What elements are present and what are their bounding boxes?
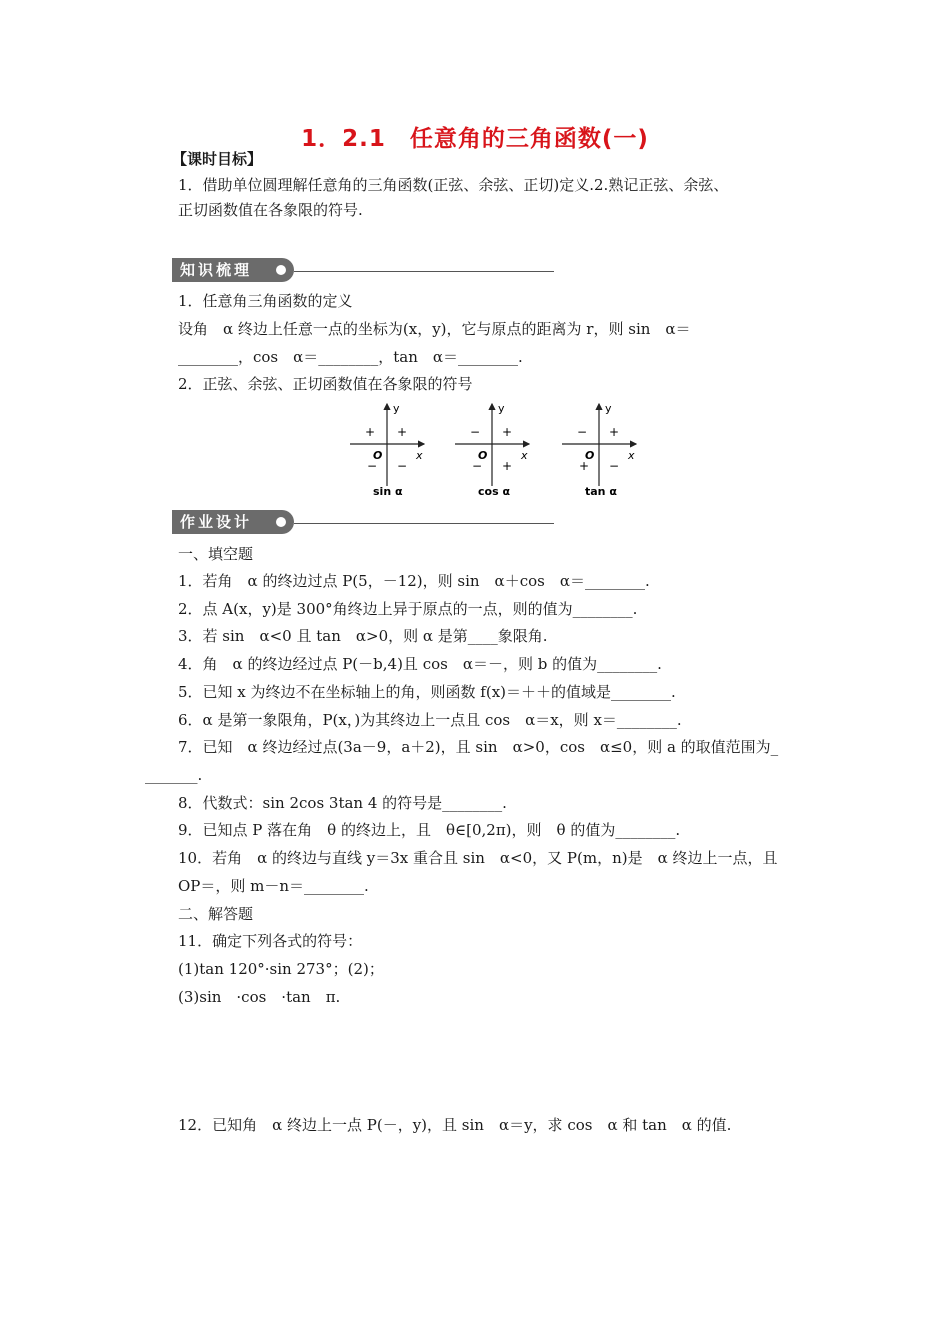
section-rule xyxy=(294,271,554,272)
tan-diagram xyxy=(562,402,636,498)
homework-line: 10．若角 α 的终边与直线 y＝3x 重合且 sin α<0，又 P(m，n)是 α 终边上一点，且 xyxy=(178,849,778,867)
x-axis-label: x xyxy=(628,449,635,462)
knowledge-line-3: ________，cos α＝________，tan α＝________. xyxy=(178,348,523,366)
origin-label: O xyxy=(373,449,383,462)
objective-line-2: 正切函数值在各象限的符号. xyxy=(178,201,363,219)
homework-line: 4．角 α 的终边经过点 P(－b,4)且 cos α＝－，则 b 的值为________. xyxy=(178,655,662,673)
q4-sign: − xyxy=(609,459,620,473)
knowledge-line-1: 1．任意角三角函数的定义 xyxy=(178,292,353,310)
section-rule xyxy=(294,523,554,524)
homework-line: (3)sin ·cos ·tan π. xyxy=(178,988,341,1006)
q3-sign: − xyxy=(367,459,378,473)
homework-line: 2．点 A(x，y)是 300°角终边上异于原点的一点，则的值为________. xyxy=(178,600,638,618)
q3-sign: + xyxy=(579,459,590,473)
objective-label: 【课时目标】 xyxy=(172,150,263,168)
homework-line: 11．确定下列各式的符号： xyxy=(178,932,363,950)
q1-sign: + xyxy=(609,425,620,439)
homework-line: 3．若 sin α<0 且 tan α>0，则 α 是第____象限角. xyxy=(178,627,548,645)
bullet-dot-icon xyxy=(276,517,286,527)
section-title-knowledge: 知识梳理 xyxy=(172,258,294,282)
x-axis-label: x xyxy=(416,449,423,462)
cos-diagram xyxy=(455,402,529,498)
q2-sign: + xyxy=(365,425,376,439)
q1-sign: + xyxy=(397,425,408,439)
q2-sign: − xyxy=(470,425,481,439)
diagram-caption: sin α xyxy=(373,485,403,498)
diagram-caption: tan α xyxy=(585,485,617,498)
question-12: 12．已知角 α 终边上一点 P(－，y)，且 sin α＝y，求 cos α 和 tan α 的值. xyxy=(178,1116,732,1134)
diagram-caption: cos α xyxy=(478,485,511,498)
q1-sign: + xyxy=(502,425,513,439)
homework-line: 9．已知点 P 落在角 θ 的终边上，且 θ∈[0,2π)，则 θ 的值为________. xyxy=(178,821,681,839)
homework-line: 5．已知 x 为终边不在坐标轴上的角，则函数 f(x)＝＋＋的值域是________. xyxy=(178,683,676,701)
bullet-dot-icon xyxy=(276,265,286,275)
quadrant-sign-diagrams xyxy=(340,398,650,502)
knowledge-line-2: 设角 α 终边上任意一点的坐标为(x，y)，它与原点的距离为 r，则 sin α＝ xyxy=(178,320,691,338)
homework-line: 1．若角 α 的终边过点 P(5，－12)，则 sin α＋cos α＝________. xyxy=(178,572,650,590)
y-axis-label: y xyxy=(498,402,505,415)
homework-line: _______. xyxy=(145,766,203,784)
knowledge-line-4: 2．正弦、余弦、正切函数值在各象限的符号 xyxy=(178,375,473,393)
x-axis-label: x xyxy=(521,449,528,462)
q2-sign: − xyxy=(577,425,588,439)
homework-line: 6．α 是第一象限角，P(x，)为其终边上一点且 cos α＝x，则 x＝________. xyxy=(178,711,682,729)
y-axis-label: y xyxy=(605,402,612,415)
homework-line: (1)tan 120°·sin 273°；(2)； xyxy=(178,960,384,978)
objective-line-1: 1．借助单位圆理解任意角的三角函数(正弦、余弦、正切)定义.2.熟记正弦、余弦、 xyxy=(178,176,729,194)
homework-line: 8．代数式：sin 2cos 3tan 4 的符号是________. xyxy=(178,794,507,812)
y-axis-label: y xyxy=(393,402,400,415)
homework-line: 二、解答题 xyxy=(178,905,254,923)
origin-label: O xyxy=(585,449,595,462)
homework-line: OP＝，则 m－n＝________. xyxy=(178,877,369,895)
section-title-homework: 作业设计 xyxy=(172,510,294,534)
homework-line: 7．已知 α 终边经过点(3a－9，a＋2)，且 sin α>0，cos α≤0，则 a 的取值范围为_ xyxy=(178,738,779,756)
q4-sign: − xyxy=(397,459,408,473)
q3-sign: − xyxy=(472,459,483,473)
origin-label: O xyxy=(478,449,488,462)
sin-diagram xyxy=(350,402,424,498)
q4-sign: + xyxy=(502,459,513,473)
homework-line: 一、填空题 xyxy=(178,545,254,563)
page-title: 1．2.1 任意角的三角函数(一) xyxy=(301,126,649,152)
